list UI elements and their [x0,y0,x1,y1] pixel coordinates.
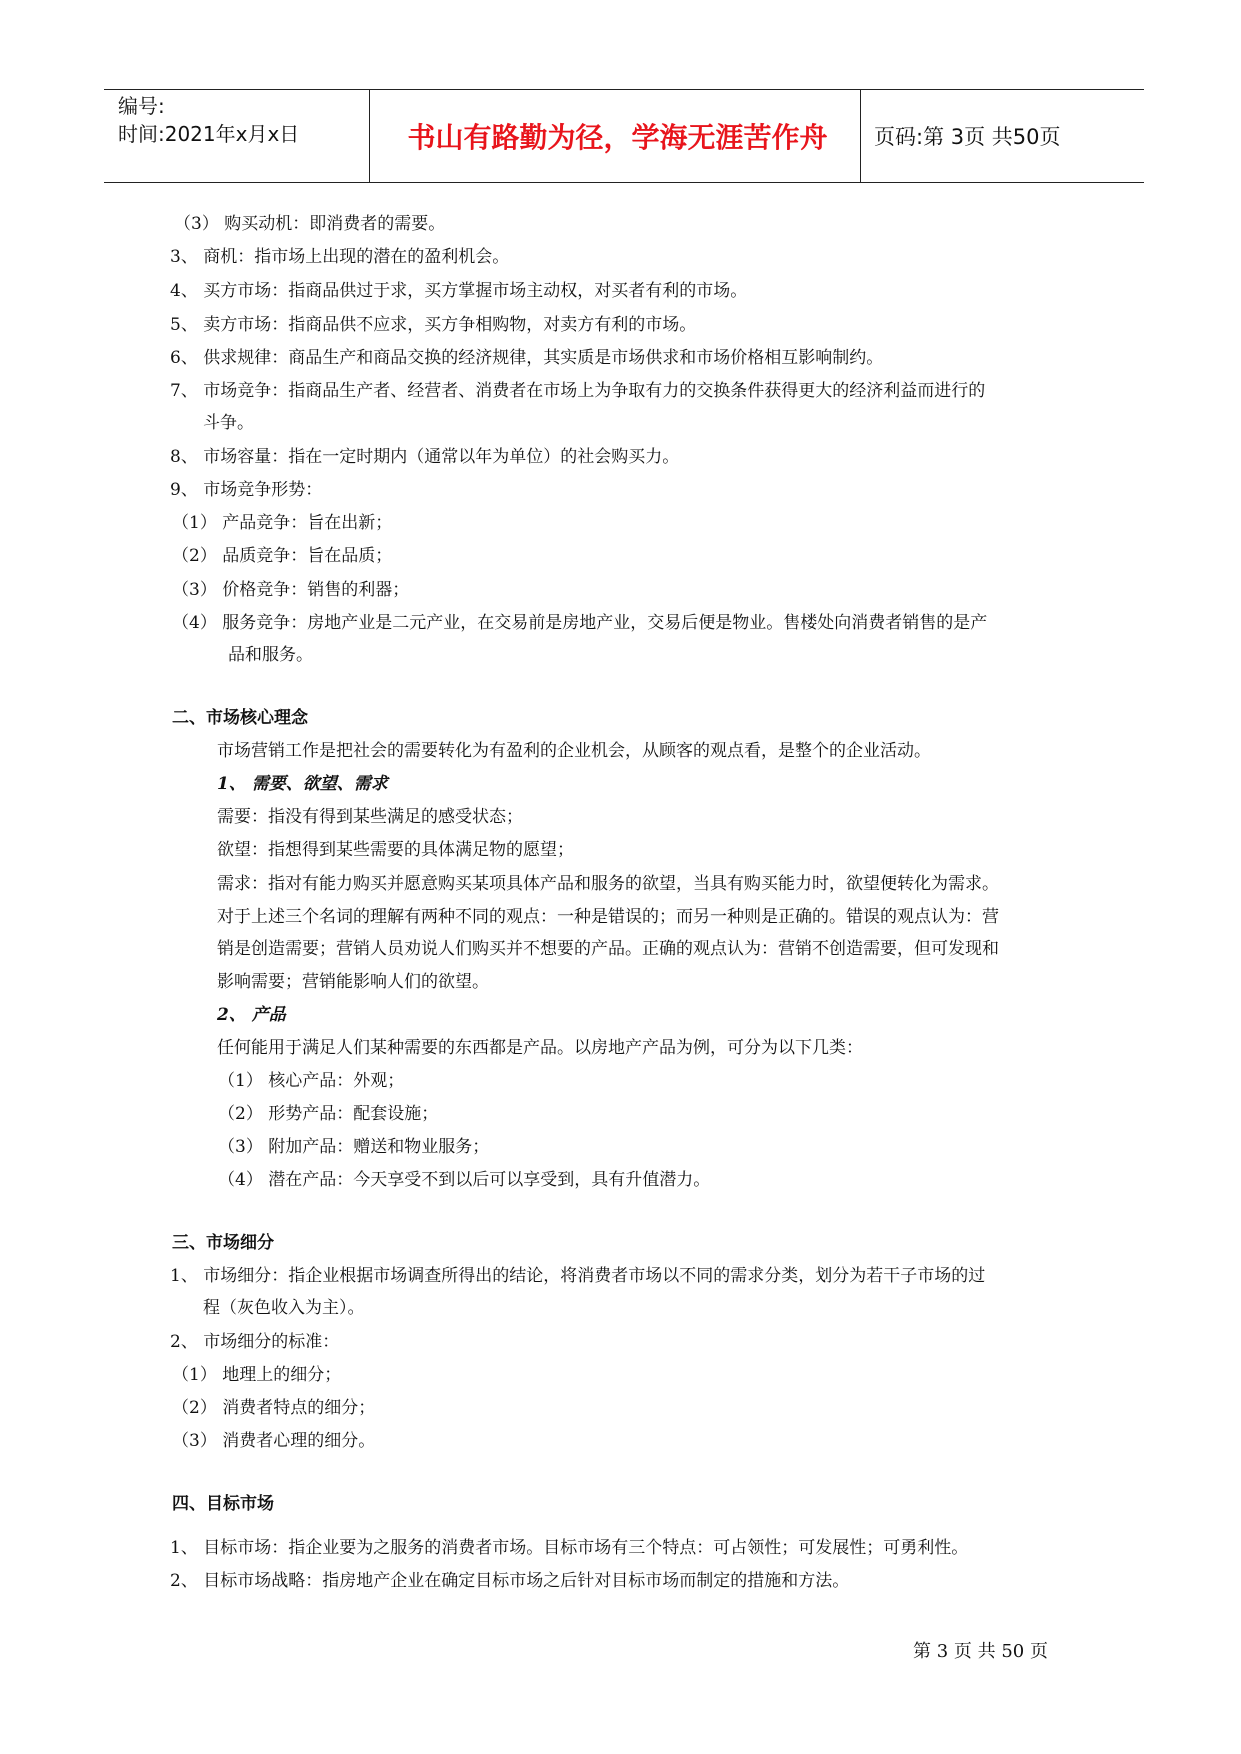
list-item: 1、 市场细分：指企业根据市场调查所得出的结论，将消费者市场以不同的需求分类，划分为若干子市场的过 [170,1266,986,1286]
subsection-heading: 2、 产品 [217,1005,286,1025]
section-heading: 二、市场核心理念 [172,708,308,728]
list-item-continuation: 斗争。 [203,413,254,433]
list-item: 3、 商机：指市场上出现的潜在的盈利机会。 [170,247,510,267]
section-heading: 三、市场细分 [172,1233,274,1253]
header-info-cell [118,92,370,148]
paragraph: 需求：指对有能力购买并愿意购买某项具体产品和服务的欲望，当具有购买能力时，欲望便转化为需求。 [217,874,999,894]
list-item: （4） 潜在产品：今天享受不到以后可以享受到，具有升值潜力。 [218,1170,711,1190]
paragraph: 影响需要；营销能影响人们的欲望。 [217,972,489,992]
document-number-label: 编号: [118,94,165,118]
list-item: 8、 市场容量：指在一定时期内（通常以年为单位）的社会购买力。 [170,447,680,467]
list-item: 4、 买方市场：指商品供过于求，买方掌握市场主动权，对买者有利的市场。 [170,281,748,301]
list-item-continuation: 品和服务。 [228,645,313,665]
paragraph: 需要：指没有得到某些满足的感受状态； [217,807,523,827]
paragraph: 任何能用于满足人们某种需要的东西都是产品。以房地产产品为例，可分为以下几类： [217,1038,863,1058]
list-item: （2） 形势产品：配套设施； [218,1104,439,1124]
paragraph: 销是创造需要；营销人员劝说人们购买并不想要的产品。正确的观点认为：营销不创造需要，但可发现和 [217,939,999,959]
list-item: （1） 地理上的细分； [172,1365,342,1385]
paragraph: 市场营销工作是把社会的需要转化为有盈利的企业机会，从顾客的观点看，是整个的企业活动。 [217,741,931,761]
list-item-continuation: 程（灰色收入为主）。 [203,1298,365,1318]
header-slogan: 书山有路勤为径，学海无涯苦作舟 [407,121,828,154]
list-item: 2、 市场细分的标准： [170,1332,340,1352]
list-item: （3） 消费者心理的细分。 [172,1431,376,1451]
list-item: （3） 价格竞争：销售的利器； [172,580,410,600]
list-item: 1、 目标市场：指企业要为之服务的消费者市场。目标市场有三个特点：可占领性；可发展性；可勇利性。 [170,1538,969,1558]
list-item: （3） 购买动机：即消费者的需要。 [174,214,446,234]
list-item: 2、 目标市场战略：指房地产企业在确定目标市场之后针对目标市场而制定的措施和方法。 [170,1571,850,1591]
header-divider [860,90,861,182]
list-item: （1） 核心产品：外观； [218,1071,405,1091]
list-item: （4） 服务竞争：房地产业是二元产业，在交易前是房地产业，交易后便是物业。售楼处向消费者销售的是产 [172,613,988,633]
list-item: （2） 消费者特点的细分； [172,1398,376,1418]
list-item: （3） 附加产品：赠送和物业服务； [218,1137,490,1157]
page-header [104,89,1144,183]
list-item: 6、 供求规律：商品生产和商品交换的经济规律，其实质是市场供求和市场价格相互影响制约。 [170,348,884,368]
list-item: （2） 品质竞争：旨在品质； [172,546,393,566]
header-page-number: 页码:第 3页 共50页 [874,125,1061,149]
section-heading: 四、目标市场 [172,1494,274,1514]
list-item: 5、 卖方市场：指商品供不应求，买方争相购物，对卖方有利的市场。 [170,315,697,335]
list-item: 9、 市场竞争形势： [170,480,323,500]
list-item: （1） 产品竞争：旨在出新； [172,513,393,533]
page-footer: 第 3 页 共 50 页 [913,1641,1048,1662]
subsection-heading: 1、 需要、欲望、需求 [217,774,388,794]
document-time-label: 时间:2021年x月x日 [118,122,300,146]
list-item: 7、 市场竞争：指商品生产者、经营者、消费者在市场上为争取有力的交换条件获得更大的经济利益而进行的 [170,381,986,401]
paragraph: 欲望：指想得到某些需要的具体满足物的愿望； [217,840,574,860]
paragraph: 对于上述三个名词的理解有两种不同的观点：一种是错误的；而另一种则是正确的。错误的观点认为：营 [217,907,999,927]
